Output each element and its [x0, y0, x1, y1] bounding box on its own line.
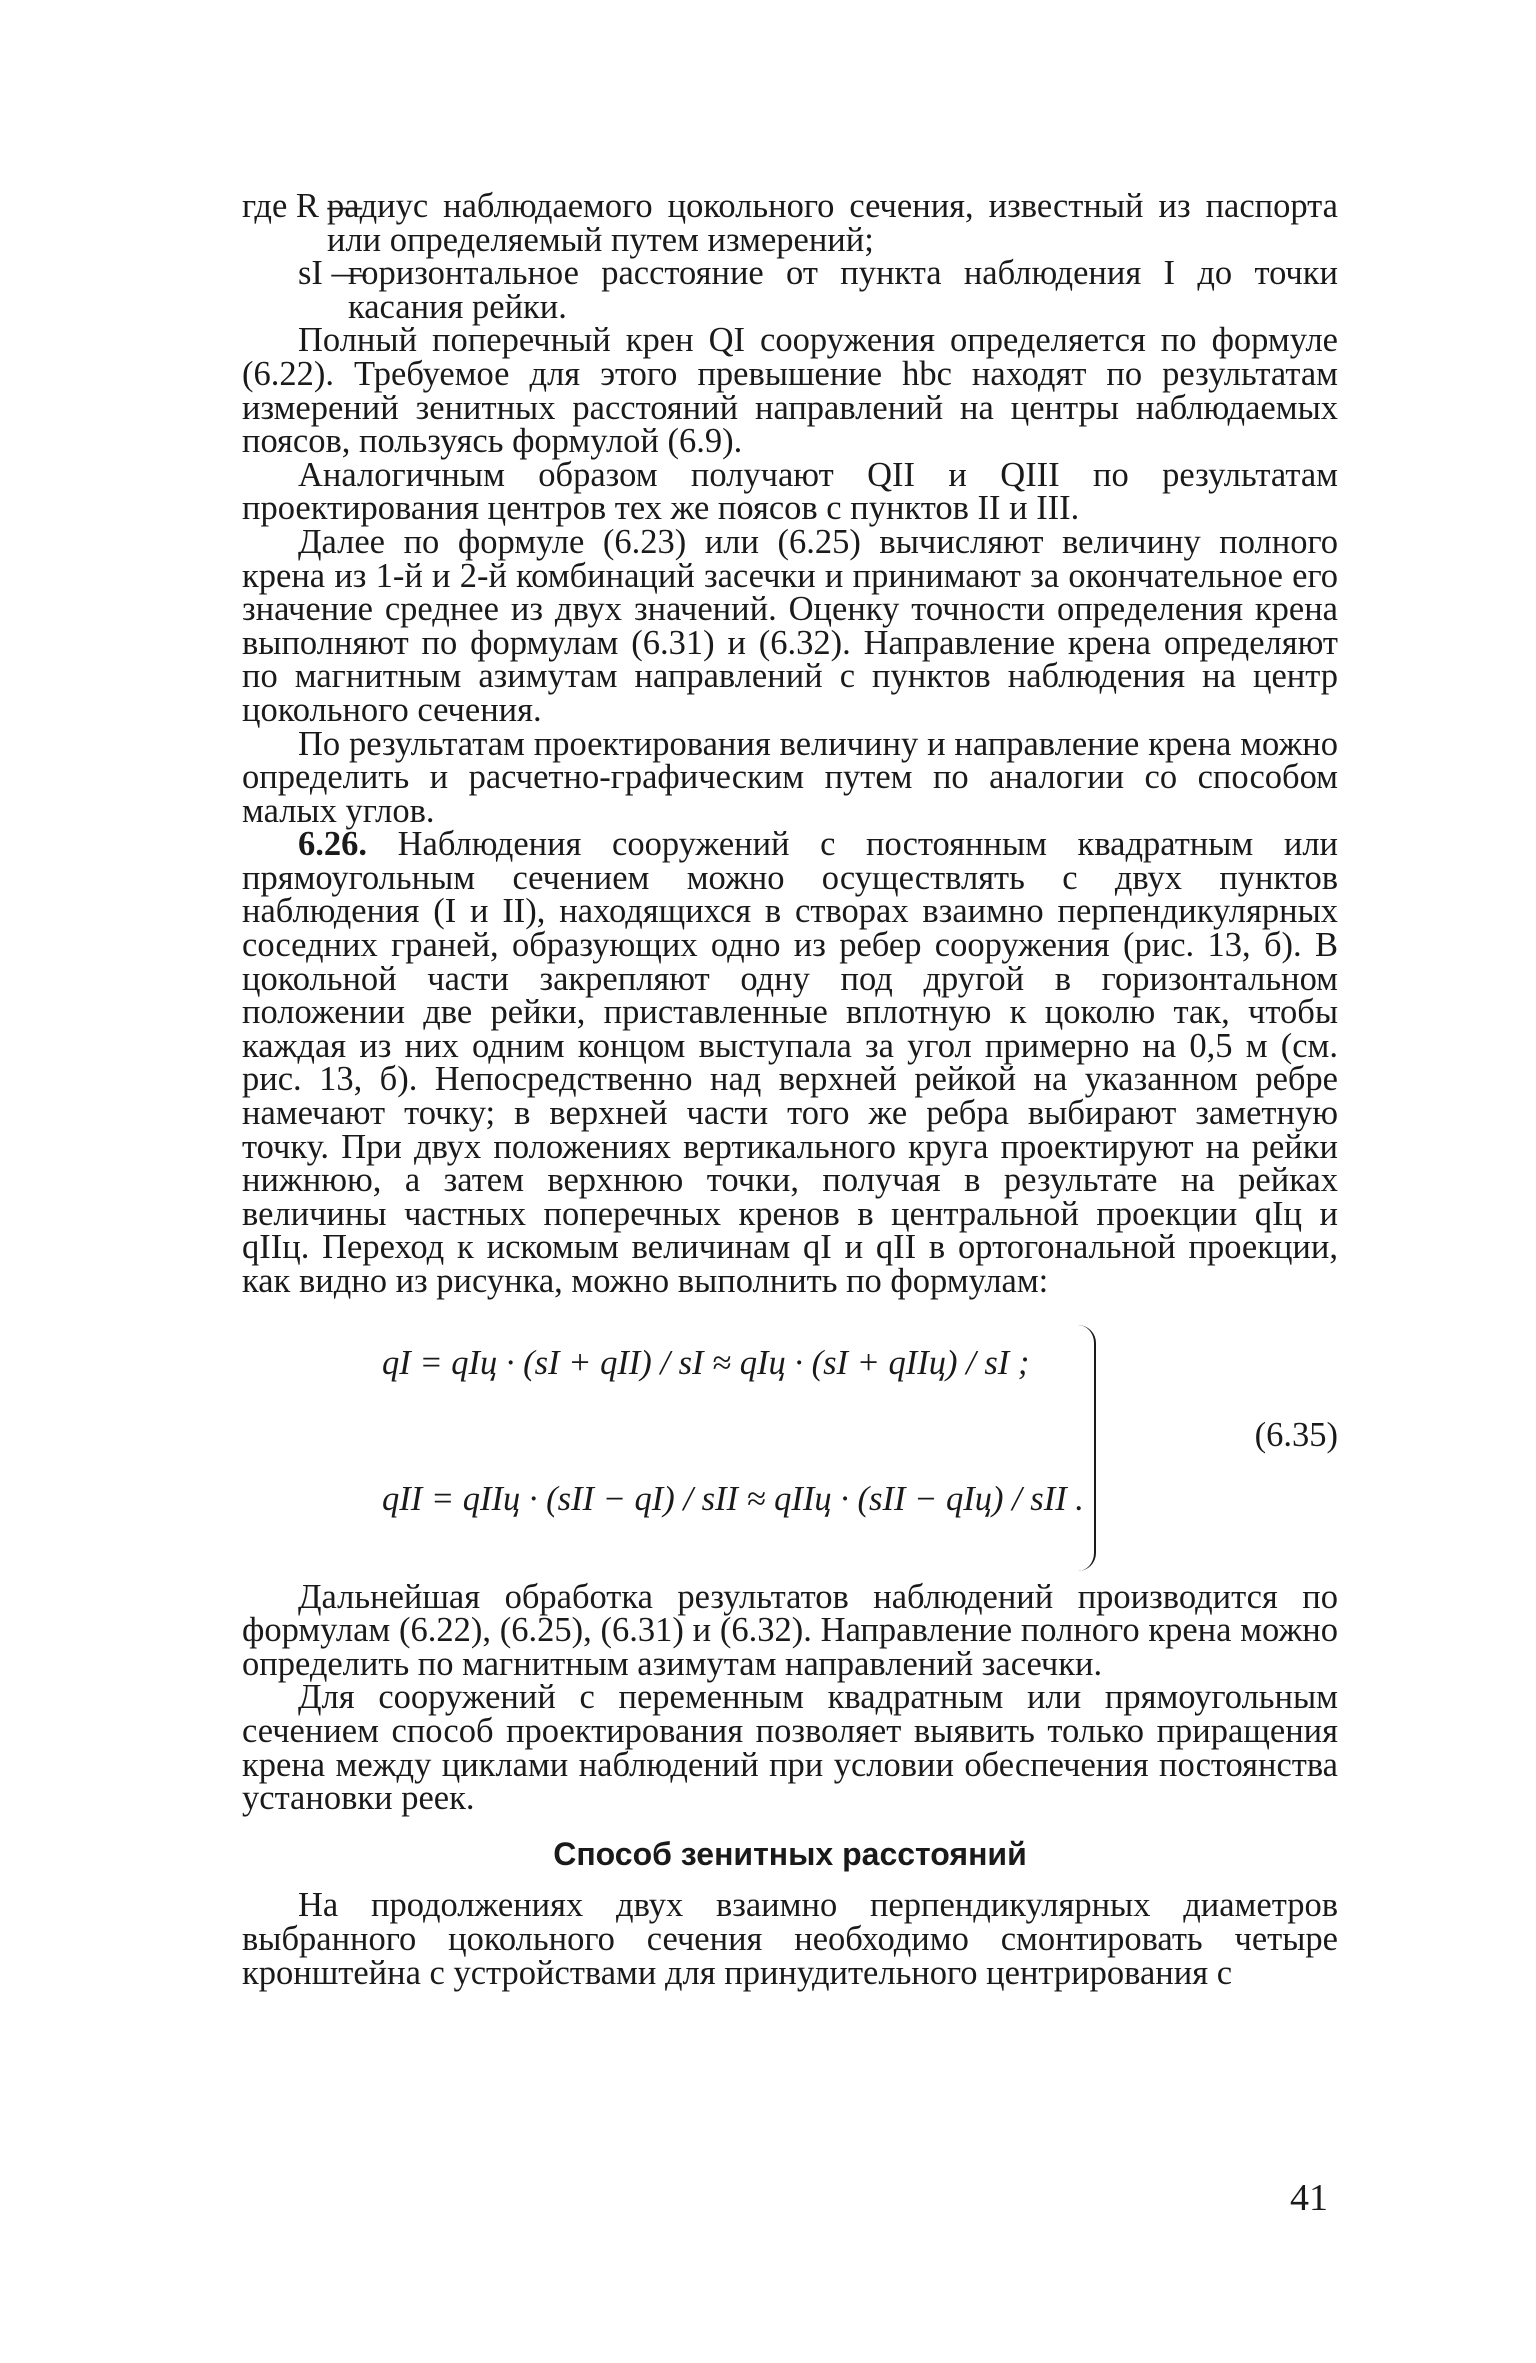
paragraph: Для сооружений с переменным квадратным или прямоугольным сечением способ проектирования позволяет выявить только приращения крена между циклами наблюдений при условии обеспечения постоянства установки реек.: [242, 1678, 1338, 1818]
section-heading: Способ зенитных расстояний: [553, 1835, 1027, 1872]
equation-number: (6.35): [1254, 1415, 1338, 1454]
page-number: 41: [1290, 2177, 1328, 2219]
equation-line: qII = qIIц · (sII − qI) / sII ≈ qIIц · (sII − qIц) / sII .: [382, 1479, 1084, 1518]
definition-text: радиус наблюдаемого цокольного сечения, известный из паспорта или определяемый путем измерений;: [327, 187, 1338, 259]
right-brace: [1070, 1325, 1096, 1571]
equation-line: qI = qIц · (sI + qII) / sI ≈ qIц · (sI + qIIц) / sI ;: [382, 1343, 1030, 1382]
paragraph: Далее по формуле (6.23) или (6.25) вычисляют величину полного крена из 1-й и 2-й комбинаций засечки и принимают за окончательное его значение среднее из двух значений. Оценку точности определения крена выполняют по формулам (6.31) и (6.32). Направление крена определяют по магнитным азимутам направлений с пунктов наблюдения на центр цокольного сечения.: [242, 522, 1338, 729]
section-text: Наблюдения сооружений с постоянным квадратным или прямоугольным сечением можно осуществлять с двух пунктов наблюдения (I и II), находящихся в створах взаимно перпендикулярных соседних граней, образующих одно из ребер сооружения (рис. 13, б). В цокольной части закрепляют одну под другой в горизонтальном положении две рейки, приставленные вплотную к цоколю так, чтобы каждая из них одним концом выступала за угол примерно на 0,5 м (см. рис. 13, б). Непосредственно над верхней рейкой на указанном ребре намечают точку; в верхней части того же ребра выбирают заметную точку. При двух положениях вертикального круга проектируют на рейки нижнюю, а затем верхнюю точки, получая в результате на рейках величины частных поперечных кренов в центральной проекции qIц и qIIц. Переход к искомым величинам qI и qII в ортогональной проекции, как видно из рисунка, можно выполнить по формулам:: [242, 825, 1338, 1300]
paragraph: По результатам проектирования величину и направление крена можно определить и расчетно-графическим путем по аналогии со способом малых углов.: [242, 724, 1338, 830]
definition-term: где R —: [242, 187, 363, 225]
section-number: 6.26.: [298, 825, 367, 864]
definition-text: горизонтальное расстояние от пункта наблюдения I до точки касания рейки.: [348, 254, 1338, 326]
definition-item: [242, 254, 1338, 326]
section-paragraph: [242, 825, 1338, 1300]
definition-term: sI —: [298, 254, 367, 293]
paragraph: На продолжениях двух взаимно перпендикулярных диаметров выбранного цокольного сечения необходимо смонтировать четыре кронштейна с устройствами для принудительного центрирования с: [242, 1886, 1338, 1992]
paragraph: Дальнейшая обработка результатов наблюдений производится по формулам (6.22), (6.25), (6.31) и (6.32). Направление полного крена можно определить по магнитным азимутам направлений засечки.: [242, 1577, 1338, 1683]
paragraph: Полный поперечный крен QI сооружения определяется по формуле (6.22). Требуемое для этого превышение hbc находят по результатам измерений зенитных расстояний направлений на центры наблюдаемых поясов, пользуясь формулой (6.9).: [242, 321, 1338, 461]
text-column: [242, 187, 1338, 1992]
definition-list: [242, 187, 1338, 326]
equation-block: [242, 1307, 1338, 1577]
paragraph: Аналогичным образом получают QII и QIII по результатам проектирования центров тех же поясов с пунктов II и III.: [242, 455, 1338, 528]
definition-item: [242, 187, 1338, 259]
